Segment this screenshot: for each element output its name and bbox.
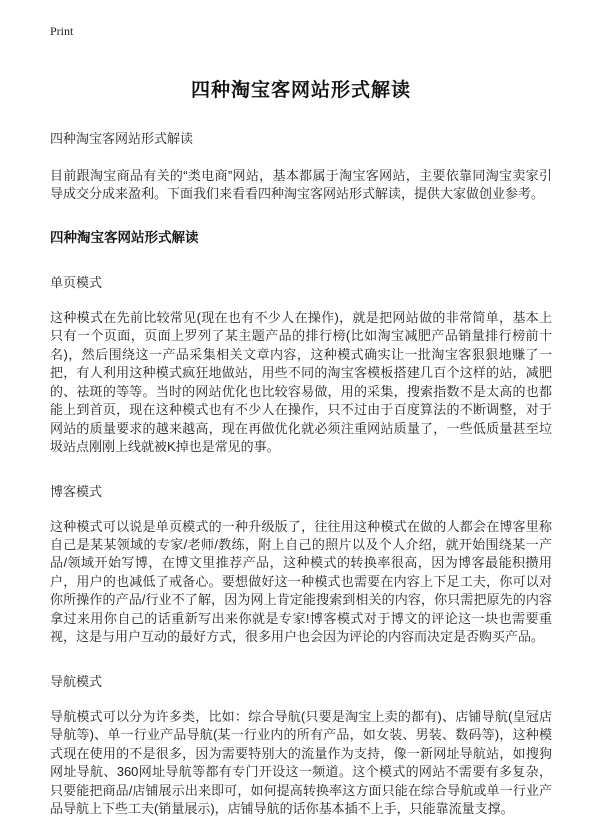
page-title: 四种淘宝客网站形式解读 [190,80,411,101]
intro-paragraph: 目前跟淘宝商品有关的“类电商”网站，基本都属于淘宝客网站，主要依靠同淘宝卖家引导成交分成来盈利。下面我们来看看四种淘宝客网站形式解读，提供大家做创业参考。 [50,168,552,202]
section-heading-single-page-model: 单页模式 [50,274,103,290]
section-body-single-page-model: 这种模式在先前比较常见(现在也有不少人在操作)，就是把网站做的非常简单，基本上只有一个页面，页面上罗列了某主题产品的排行榜(比如淘宝减肥产品销量排行榜前十名)，然后围绕这一产品采集相关文章内容，这种模式确实让一批淘宝客狠狠地赚了一把，有人利用这种模式疯狂地做站，用些不同的淘宝客模板搭建几百个这样的站，减肥的、祛斑的等等。当时的网站优化也比较容易做，用的采集，搜索指数不是太高的也都能上到首页，现在这种模式也有不少人在操作，只不过由于百度算法的不断调整，对于网站的质量要求的越来越高，现在再做优化就必须注重网站质量了，一些低质量甚至垃圾站点刚刚上线就被K掉也是常见的事。 [50,309,552,455]
section-heading-blog-model: 博客模式 [50,483,103,499]
article-main-heading: 四种淘宝客网站形式解读 [50,229,199,245]
print-button[interactable]: Print [50,24,74,38]
section-body-blog-model: 这种模式可以说是单页模式的一种升级版了，往往用这种模式在做的人都会在博客里称自己是某某领域的专家/老师/教练，附上自己的照片以及个人介绍，就开始围绕某一产品/领域开始写博，在博文里推荐产品，这种模式的转换率很高，因为博客最能积攒用户，用户的也减低了戒备心。要想做好这一种模式也需要在内容上下足工夫，你可以对你所操作的产品/行业不了解，因为网上肯定能搜索到相关的内容，你只需把原先的内容拿过来用你自己的话重新写出来你就是专家!博客模式对于博文的评论这一块也需要重视，这是与用户互动的最好方式，很多用户也会因为评论的内容而决定是否购买产品。 [50,518,552,645]
section-heading-navigation-model: 导航模式 [50,673,103,689]
article-subtitle: 四种淘宝客网站形式解读 [50,131,194,146]
section-body-navigation-model: 导航模式可以分为许多类，比如：综合导航(只要是淘宝上卖的都有)、店铺导航(皇冠店导航等)、单一行业产品导航(某一行业内的所有产品，如女装、男装、数码等)，这种模式现在使用的不是很多，因为需要特别大的流量作为支持，像一新网址导航站，如搜狗网址导航、360网址导航等都有专门开设这一频道。这个模式的网站不需要有多复杂，只要能把商品/店铺展示出来即可，如何提高转换率这方面只能在综合导航或单一行业产品导航上下些工夫(销量展示)，店铺导航的话你基本插不上手，只能靠流量支撑。 [50,708,552,816]
